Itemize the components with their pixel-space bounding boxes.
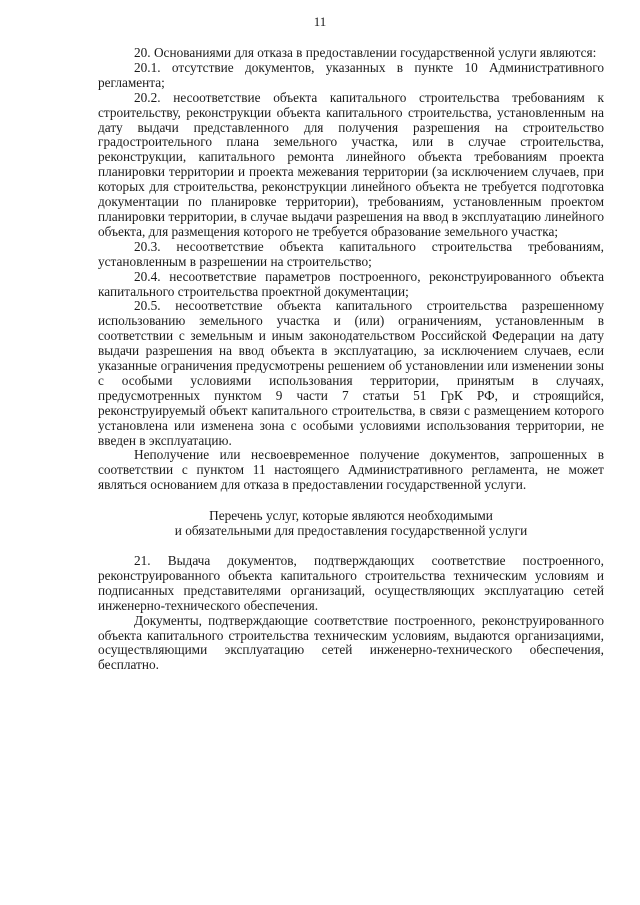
paragraph-20-1: 20.1. отсутствие документов, указанных в пункте 10 Административного регламента;	[98, 59, 604, 90]
page-number: 11	[313, 14, 327, 29]
document-body	[98, 46, 604, 673]
section-heading-line-1: Перечень услуг, которые являются необходимыми	[209, 508, 493, 524]
section-heading	[98, 509, 604, 539]
paragraph-documents-free: Документы, подтверждающие соответствие построенного, реконструированного объекта капитального строительства техническим условиям, выдаются организациями, осуществляющими эксплуатацию сетей инженерно-технического обеспечения, бесплатно.	[98, 612, 604, 673]
paragraph-20-5: 20.5. несоответствие объекта капитального строительства разрешенному использованию земельного участка и (или) ограничениям, установленным в соответствии с земельным и иным законодательством Российской Федерации на дату выдачи разрешения на ввод объекта в эксплуатацию, за исключением случаев, если указанные ограничения предусмотрены решением об установлении или изменении зоны с особыми условиями использования территории, принятым в случаях, предусмотренных пунктом 9 части 7 статьи 51 ГрК РФ, и строящийся, реконструируемый объект капитального строительства, в связи с размещением которого установлена или изменена зона с особыми условиями использования территории, не введен в эксплуатацию.	[98, 298, 604, 448]
paragraph-20-3: 20.3. несоответствие объекта капитального строительства требованиям, установленным в разрешении на строительство;	[98, 238, 604, 269]
paragraph-20-4: 20.4. несоответствие параметров построенного, реконструированного объекта капитального строительства проектной документации;	[98, 268, 604, 299]
section-heading-line-2: и обязательными для предоставления государственной услуги	[174, 523, 528, 539]
paragraph-non-receipt-note: Неполучение или несвоевременное получение документов, запрошенных в соответствии с пунктом 11 настоящего Административного регламента, не может являться основанием для отказа в предоставлении государственной услуги.	[98, 447, 604, 493]
paragraph-20: 20. Основаниями для отказа в предоставлении государственной услуги являются:	[134, 45, 597, 60]
paragraph-21: 21. Выдача документов, подтверждающих соответствие построенного, реконструированного объекта капитального строительства техническим условиям и подписанных представителями организаций, осуществляющих эксплуатацию сетей инженерно-технического обеспечения.	[98, 553, 604, 613]
paragraph-20-2: 20.2. несоответствие объекта капитального строительства требованиям к строительству, реконструкции объекта капитального строительства, установленным на дату выдачи представленного для получения разрешения на строительство градостроительного плана земельного участка, или в случае строительства, реконструкции, капитального ремонта линейного объекта требованиям проекта планировки территории и проекта межевания территории (за исключением случаев, при которых для строительства, реконструкции линейного объекта не требуется подготовка документации по планировке территории), требованиям, установленным проектом планировки территории, в случае выдачи разрешения на ввод в эксплуатацию линейного объекта, для размещения которого не требуется образование земельного участка;	[98, 89, 604, 239]
